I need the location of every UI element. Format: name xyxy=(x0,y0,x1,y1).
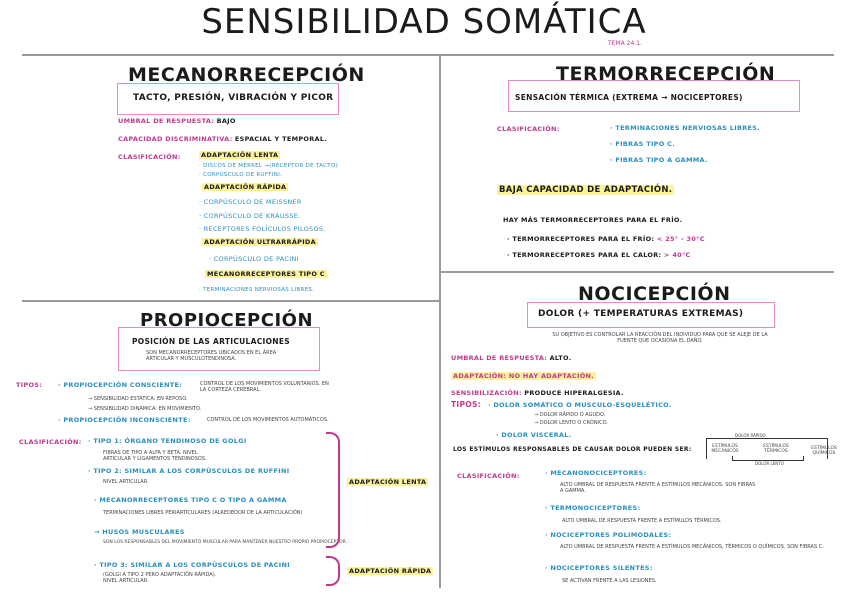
propio-husos-desc: SON LOS RESPONSABLES DEL MOVIMIENTO MUSCULAR PARA MANTENER NUESTRO PROPIO PROPIOCEPTOR. xyxy=(103,540,348,545)
propio-dinamica: → SENSIBILIDAD DINÁMICA: EN MOVIMIENTO. xyxy=(88,406,202,412)
propio-consciente-desc: CONTROL DE LOS MOVIMIENTOS VOLUNTARIOS. EN LA CORTEZA CEREBRAL. xyxy=(200,381,329,393)
left-mid-divider xyxy=(22,300,439,302)
termo-subtitle: SENSACIÓN TÉRMICA (EXTREMA → NOCICEPTORES) xyxy=(515,93,743,102)
meca-ruffini: · CORPÚSCULO DE RUFFINI. xyxy=(199,172,283,178)
meca-umbral: UMBRAL DE RESPUESTA: BAJO xyxy=(118,117,236,125)
propio-mc: · MECANORRECEPTORES TIPO C O TIPO A GAMMA xyxy=(94,496,287,504)
meca-foliculos: · RECEPTORES FOLÍCULOS PILOSOS. xyxy=(199,225,326,233)
propio-brace-lenta xyxy=(326,432,340,548)
propio-t2-desc: NIVEL ARTICULAR. xyxy=(103,479,149,485)
noci-subtitle: DOLOR (+ TEMPERATURAS EXTREMAS) xyxy=(538,309,744,319)
termo-baja: BAJA CAPACIDAD DE ADAPTACIÓN. xyxy=(499,185,673,195)
meca-tipo-c: MECANORRECEPTORES TIPO C xyxy=(207,270,325,278)
termo-calor: · TERMORRECEPTORES PARA EL CALOR: > 40°C xyxy=(507,251,691,259)
noci-sn-desc: SE ACTIVAN FRENTE A LAS LESIONES. xyxy=(562,578,657,584)
noci-adaptacion: ADAPTACIÓN: NO HAY ADAPTACIÓN. xyxy=(453,372,595,380)
propio-t2: · TIPO 2: SIMILAR A LOS CORPÚSCULOS DE RUFFINI xyxy=(88,467,290,475)
noci-estimulos: LOS ESTÍMULOS RESPONSABLES DE CAUSAR DOLOR PUEDEN SER: xyxy=(453,446,692,453)
meca-title: MECANORRECEPCIÓN xyxy=(128,64,365,86)
propio-title: PROPIOCEPCIÓN xyxy=(140,310,314,331)
propio-title-box xyxy=(118,327,320,371)
termo-frio: · TERMORRECEPTORES PARA EL FRÍO: < 25° - 30°C xyxy=(507,235,705,243)
meca-merkel: · DISCOS DE MERKEL →(RECEPTOR DE TACTO) xyxy=(199,163,339,169)
meca-subtitle: TACTO, PRESIÓN, VIBRACIÓN Y PICOR xyxy=(133,93,334,103)
termo-clasificacion-label: CLASIFICACIÓN: xyxy=(497,125,560,133)
termo-title: TERMORRECEPCIÓN xyxy=(556,63,776,85)
noci-visceral: · DOLOR VISCERAL. xyxy=(496,431,572,439)
meca-adaptacion-ultra: ADAPTACIÓN ULTRARRÁPIDA xyxy=(204,238,316,246)
meca-capacidad: CAPACIDAD DISCRIMINATIVA: ESPACIAL Y TEMPORAL. xyxy=(118,135,328,143)
propio-consciente: · PROPIOCEPCIÓN CONSCIENTE: xyxy=(58,381,183,389)
meca-adaptacion-rapida: ADAPTACIÓN RÁPIDA xyxy=(204,183,287,191)
meca-clasificacion-label: CLASIFICACIÓN: xyxy=(118,153,181,161)
meca-pacini: · CORPÚSCULO DE PACINI xyxy=(209,255,299,263)
propio-inconsciente-desc: CONTROL DE LOS MOVIMIENTOS AUTOMÁTICOS. xyxy=(207,417,329,423)
propio-estatica: → SENSIBILIDAD ESTÁTICA: EN REPOSO. xyxy=(88,396,188,402)
noci-pn-desc: ALTO UMBRAL DE RESPUESTA FRENTE A ESTÍMULOS MECÁNICOS, TÉRMICOS O QUÍMICOS. SON FIBRAS C. xyxy=(560,544,824,550)
propio-inconsciente: · PROPIOCEPCIÓN INCONSCIENTE: xyxy=(58,416,191,424)
meca-krausse: · CORPÚSCULO DE KRAUSSE. xyxy=(199,212,301,220)
noci-est-termicos: ESTÍMULOS TÉRMICOS xyxy=(763,444,789,454)
vertical-divider xyxy=(439,56,441,588)
noci-est-quimicos: ESTÍMULOS QUÍMICOS xyxy=(811,446,837,456)
propio-subtitle: POSICIÓN DE LAS ARTICULACIONES xyxy=(132,337,290,346)
propio-t1-desc: FIBRAS DE TIPO A ALFA Y BETA. NIVEL ARTICULAR Y LIGAMENTOS TENDINOSOS. xyxy=(103,450,207,462)
meca-adaptacion-lenta: ADAPTACIÓN LENTA xyxy=(201,151,279,159)
propio-husos: → HUSOS MUSCULARES xyxy=(94,528,185,536)
propio-t3: · TIPO 3: SIMILAR A LOS CORPÚSCULOS DE PACINI xyxy=(94,561,290,569)
noci-mn-desc: ALTO UMBRAL DE RESPUESTA FRENTE A ESTÍMULOS MECÁNICOS. SON FIBRAS A GAMMA. xyxy=(560,482,756,494)
noci-rapido: → DOLOR RÁPIDO O AGUDO. xyxy=(534,412,606,418)
propio-adaptacion-lenta: ADAPTACIÓN LENTA xyxy=(349,478,427,486)
noci-pn: · NOCICEPTORES POLIMODALES: xyxy=(545,531,672,539)
termo-c2: · FIBRAS TIPO C. xyxy=(610,140,675,148)
noci-sensibilizacion: SENSIBILIZACIÓN: PRODUCE HIPERALGESIA. xyxy=(451,389,624,397)
propio-t3-desc: (GOLGI A TIPO 2 PERO ADAPTACIÓN RÁPIDA). NIVEL ARTICULAR. xyxy=(103,572,217,584)
propio-note: SON MECANORRECEPTORES UBICADOS EN EL ÁREA ARTICULAR Y MUSCULOTENDINOSA. xyxy=(146,350,277,362)
propio-brace-rapida xyxy=(326,556,340,586)
noci-dolor-rapido: DOLOR RÁPIDO xyxy=(735,433,766,438)
noci-tn: · TERMONOCICEPTORES: xyxy=(545,504,641,512)
noci-dolor-lento: DOLOR LENTO xyxy=(755,461,784,466)
noci-objetivo: SU OBJETIVO ES CONTROLAR LA REACCIÓN DEL INDIVIDUO PARA QUE SE ALEJE DE LA FUENTE QUE OCASIONA EL DAÑO. xyxy=(552,332,768,344)
top-divider xyxy=(22,54,834,56)
propio-mc-desc: TERMINACIONES LIBRES PERIARTICULARES (ALREDEDOR DE LA ARTICULACIÓN) xyxy=(103,510,303,516)
noci-tn-desc: ALTO UMBRAL DE RESPUESTA FRENTE A ESTÍMULOS TÉRMICOS. xyxy=(562,518,722,524)
noci-lento: → DOLOR LENTO O CRÓNICO. xyxy=(534,420,608,426)
noci-est-mecanicos: ESTÍMULOS MECÁNICOS xyxy=(711,444,739,454)
noci-clasificacion-label: CLASIFICACIÓN: xyxy=(457,472,520,480)
topic-number: TEMA 24.1. xyxy=(608,40,642,47)
propio-t1: · TIPO 1: ÓRGANO TENDINOSO DE GOLGI xyxy=(88,437,247,445)
termo-c3: · FIBRAS TIPO A GAMMA. xyxy=(610,156,708,164)
termo-hay: HAY MÁS TERMORRECEPTORES PARA EL FRÍO. xyxy=(503,216,683,224)
page-title: SENSIBILIDAD SOMÁTICA xyxy=(201,2,647,42)
noci-sn: · NOCICEPTORES SILENTES: xyxy=(545,564,653,572)
propio-clasificacion-label: CLASIFICACIÓN: xyxy=(19,438,82,446)
noci-tipos-label: TIPOS: xyxy=(451,400,481,409)
propio-adaptacion-rapida: ADAPTACIÓN RÁPIDA xyxy=(349,567,432,575)
right-mid-divider xyxy=(441,271,834,273)
noci-title: NOCICEPCIÓN xyxy=(578,283,731,305)
noci-somatico: · DOLOR SOMÁTICO O MUSCULO-ESQUELÉTICO. xyxy=(488,401,672,409)
noci-umbral: UMBRAL DE RESPUESTA: ALTO. xyxy=(451,354,572,362)
meca-libres: · TERMINACIONES NERVIOSAS LIBRES. xyxy=(199,287,315,293)
noci-mn: · MECANONOCICEPTORES: xyxy=(545,469,647,477)
meca-meissner: · CORPÚSCULO DE MEISSNER xyxy=(199,198,302,206)
propio-tipos-label: TIPOS: xyxy=(16,381,43,389)
termo-c1: · TERMINACIONES NERVIOSAS LIBRES. xyxy=(610,124,761,132)
